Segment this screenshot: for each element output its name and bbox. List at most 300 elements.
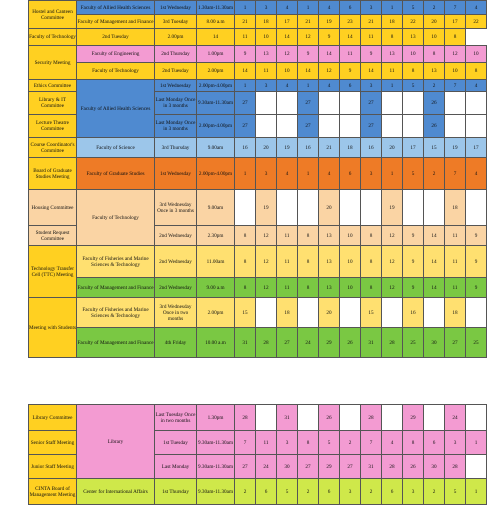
month-date-cell: 5 <box>403 1 424 15</box>
time-cell: 10.00 a.m <box>197 328 235 358</box>
month-date-cell: 18 <box>256 15 277 29</box>
faculty-cell: Faculty of Allied Health Sciences <box>77 1 155 15</box>
month-date-cell: 19 <box>319 15 340 29</box>
month-date-cell: 13 <box>256 46 277 63</box>
day-cell: Last Monday Once in 3 months <box>155 92 197 115</box>
month-date-cell: 3 <box>403 479 424 505</box>
month-date-cell: 21 <box>361 15 382 29</box>
month-date-cell: 11 <box>256 63 277 80</box>
schedule-row <box>29 29 487 46</box>
month-date-cell: 2 <box>424 158 445 190</box>
month-date-cell: 14 <box>197 29 235 46</box>
month-date-cell <box>466 455 487 479</box>
committee-cell: Housing Committee <box>29 190 77 226</box>
faculty-cell: Faculty of Management and Finance <box>77 278 155 298</box>
month-date-cell: 3 <box>361 1 382 15</box>
month-date-cell: 8 <box>403 431 424 455</box>
month-date-cell <box>403 115 424 138</box>
month-date-cell: 29 <box>319 328 340 358</box>
month-date-cell: 6 <box>256 479 277 505</box>
month-date-cell: 28 <box>235 405 256 431</box>
month-date-cell: 4 <box>466 1 487 15</box>
month-date-cell <box>445 115 466 138</box>
month-date-cell: 27 <box>445 328 466 358</box>
month-date-cell: 10 <box>445 63 466 80</box>
month-date-cell: 31 <box>361 455 382 479</box>
month-date-cell: 3 <box>361 80 382 92</box>
committee-cell: Board of Graduate Studies Meeting <box>29 158 77 190</box>
faculty-cell: Center for International Affairs <box>77 479 155 505</box>
month-date-cell: 11 <box>382 63 403 80</box>
faculty-cell: Faculty of Management and Finance <box>77 15 155 29</box>
month-date-cell: 12 <box>256 278 277 298</box>
month-date-cell: 27 <box>235 455 256 479</box>
month-date-cell: 28 <box>445 455 466 479</box>
month-date-cell: 14 <box>235 63 256 80</box>
month-date-cell: 2 <box>424 479 445 505</box>
month-date-cell: 3 <box>256 1 277 15</box>
time-cell: 8.00 a.m <box>197 15 235 29</box>
month-date-cell: 26 <box>319 405 340 431</box>
month-date-cell: 11 <box>277 246 298 278</box>
month-date-cell: 13 <box>424 63 445 80</box>
month-date-cell: 11 <box>340 46 361 63</box>
month-date-cell <box>235 190 256 226</box>
schedule-row <box>29 80 487 92</box>
month-date-cell <box>466 190 487 226</box>
month-date-cell: 27 <box>235 115 256 138</box>
month-date-cell: 26 <box>403 455 424 479</box>
month-date-cell <box>340 190 361 226</box>
time-cell: 9.30am-11.30am <box>197 92 235 115</box>
month-date-cell: 30 <box>424 455 445 479</box>
month-date-cell: 2 <box>361 479 382 505</box>
month-date-cell: 6 <box>319 479 340 505</box>
faculty-cell: Faculty of Fisheries and Marine Sciences & Technology <box>77 246 155 278</box>
month-date-cell: 26 <box>424 92 445 115</box>
month-date-cell: 13 <box>319 226 340 246</box>
schedule-row <box>29 246 487 278</box>
month-date-cell: 9 <box>340 63 361 80</box>
month-date-cell: 9 <box>403 278 424 298</box>
month-date-cell: 8 <box>298 431 319 455</box>
month-date-cell: 14 <box>424 226 445 246</box>
month-date-cell: 3 <box>340 479 361 505</box>
month-date-cell <box>340 92 361 115</box>
faculty-cell: Faculty of Science <box>77 138 155 158</box>
month-date-cell <box>298 190 319 226</box>
month-date-cell <box>424 190 445 226</box>
month-date-cell <box>382 92 403 115</box>
month-date-cell: 10 <box>256 29 277 46</box>
time-cell: 2.00pm <box>155 29 197 46</box>
committee-cell: Meeting with Students <box>29 298 77 358</box>
time-cell: 2.00pm-4.00pm <box>197 158 235 190</box>
month-date-cell: 1 <box>298 80 319 92</box>
month-date-cell: 8 <box>298 226 319 246</box>
month-date-cell: 7 <box>361 431 382 455</box>
day-cell: 3rd Thursday <box>155 138 197 158</box>
month-date-cell: 20 <box>382 138 403 158</box>
month-date-cell: 13 <box>403 29 424 46</box>
month-date-cell: 25 <box>466 328 487 358</box>
month-date-cell: 5 <box>403 158 424 190</box>
month-date-cell: 9 <box>361 46 382 63</box>
time-cell: 2.00pm-4.00pm <box>197 115 235 138</box>
month-date-cell: 5 <box>319 431 340 455</box>
day-cell: Last Tuesday Once in two months <box>155 405 197 431</box>
schedule-row <box>29 15 487 29</box>
month-date-cell: 31 <box>361 328 382 358</box>
schedule-row <box>29 46 487 63</box>
schedule-row <box>29 63 487 80</box>
schedule-row <box>29 1 487 15</box>
month-date-cell: 2 <box>424 1 445 15</box>
month-date-cell: 12 <box>298 29 319 46</box>
faculty-cell: Faculty of Technology <box>77 63 155 80</box>
month-date-cell <box>340 298 361 328</box>
committee-cell: Hostel and Canteen Committee <box>29 1 77 29</box>
faculty-cell: Faculty of Technology <box>77 190 155 246</box>
month-date-cell: 11 <box>445 246 466 278</box>
month-date-cell <box>424 298 445 328</box>
schedule-row <box>29 278 487 298</box>
month-date-cell: 14 <box>424 278 445 298</box>
time-cell: 9.30am-11.30am <box>197 479 235 505</box>
month-date-cell: 13 <box>382 46 403 63</box>
month-date-cell: 11 <box>277 278 298 298</box>
month-date-cell: 10 <box>340 226 361 246</box>
month-date-cell: 20 <box>319 190 340 226</box>
faculty-cell: Faculty of Fisheries and Marine Sciences & Technology <box>77 298 155 328</box>
month-date-cell: 28 <box>361 405 382 431</box>
month-date-cell: 16 <box>235 138 256 158</box>
month-date-cell: 1 <box>235 158 256 190</box>
month-date-cell: 26 <box>424 115 445 138</box>
month-date-cell: 27 <box>298 92 319 115</box>
month-date-cell: 6 <box>424 431 445 455</box>
schedule-row <box>29 190 487 226</box>
month-date-cell: 6 <box>340 158 361 190</box>
month-date-cell <box>256 298 277 328</box>
month-date-cell: 1 <box>235 1 256 15</box>
month-date-cell: 19 <box>256 190 277 226</box>
time-cell: 1.30pm <box>197 405 235 431</box>
month-date-cell: 10 <box>340 246 361 278</box>
month-date-cell: 12 <box>382 246 403 278</box>
committee-cell: Lecture Theatre Committee <box>29 115 77 138</box>
month-date-cell: 2 <box>298 479 319 505</box>
month-date-cell <box>340 405 361 431</box>
month-date-cell: 23 <box>340 15 361 29</box>
month-date-cell: 29 <box>319 455 340 479</box>
library-schedule-table <box>28 404 487 505</box>
time-cell: 2.00pm <box>197 298 235 328</box>
day-cell: 1st Thursday <box>155 479 197 505</box>
month-date-cell <box>466 298 487 328</box>
month-date-cell: 6 <box>340 80 361 92</box>
month-date-cell: 16 <box>298 138 319 158</box>
month-date-cell: 8 <box>466 63 487 80</box>
month-date-cell: 27 <box>277 328 298 358</box>
month-date-cell: 20 <box>424 15 445 29</box>
month-date-cell: 11 <box>277 226 298 246</box>
month-date-cell: 17 <box>277 15 298 29</box>
month-date-cell: 17 <box>403 138 424 158</box>
committee-schedule-table <box>28 0 487 358</box>
month-date-cell: 9 <box>466 226 487 246</box>
month-date-cell: 1 <box>382 80 403 92</box>
month-date-cell: 15 <box>361 298 382 328</box>
month-date-cell <box>466 92 487 115</box>
day-cell: 2nd Wednesday <box>155 246 197 278</box>
month-date-cell: 8 <box>445 29 466 46</box>
time-cell: 9.00 a.m <box>197 278 235 298</box>
month-date-cell: 1 <box>466 479 487 505</box>
month-date-cell: 27 <box>235 92 256 115</box>
month-date-cell: 5 <box>445 479 466 505</box>
time-cell: 11.00am <box>197 246 235 278</box>
month-date-cell: 2 <box>340 431 361 455</box>
month-date-cell: 4 <box>466 80 487 92</box>
schedule-row <box>29 158 487 190</box>
month-date-cell: 3 <box>361 158 382 190</box>
time-cell: 9.30am-11.30am <box>197 455 235 479</box>
month-date-cell: 10 <box>340 278 361 298</box>
day-cell: Last Monday Once in 3 months <box>155 115 197 138</box>
committee-cell: Senior Staff Meeting <box>29 431 77 455</box>
month-date-cell <box>445 92 466 115</box>
month-date-cell: 28 <box>382 328 403 358</box>
day-cell: 3rd Wednesday Once in two months <box>155 298 197 328</box>
month-date-cell: 11 <box>235 29 256 46</box>
month-date-cell <box>361 190 382 226</box>
month-date-cell: 9 <box>466 246 487 278</box>
month-date-cell: 8 <box>235 226 256 246</box>
faculty-cell: Faculty of Management and Finance <box>77 328 155 358</box>
month-date-cell: 25 <box>403 328 424 358</box>
month-date-cell: 4 <box>277 1 298 15</box>
month-date-cell: 11 <box>445 278 466 298</box>
committee-cell: Library & IT Committee <box>29 92 77 115</box>
month-date-cell: 2 <box>235 479 256 505</box>
faculty-cell: Library <box>77 405 155 479</box>
month-date-cell <box>340 115 361 138</box>
committee-cell: Student Request Committee <box>29 226 77 246</box>
month-date-cell: 5 <box>403 80 424 92</box>
month-date-cell: 8 <box>298 278 319 298</box>
time-cell: 2.00pm <box>197 63 235 80</box>
month-date-cell: 13 <box>319 246 340 278</box>
month-date-cell: 20 <box>256 138 277 158</box>
schedule-row <box>29 479 487 505</box>
month-date-cell: 9 <box>466 278 487 298</box>
month-date-cell <box>256 405 277 431</box>
month-date-cell: 15 <box>424 138 445 158</box>
committee-cell: CINTA Board of Management Meeting <box>29 479 77 505</box>
faculty-cell: Faculty of Allied Health Sciences <box>77 80 155 138</box>
month-date-cell: 3 <box>277 431 298 455</box>
month-date-cell: 27 <box>298 115 319 138</box>
month-date-cell: 4 <box>466 158 487 190</box>
month-date-cell: 12 <box>319 63 340 80</box>
month-date-cell <box>382 405 403 431</box>
day-cell: 1st Wednesday <box>155 80 197 92</box>
schedule-row <box>29 298 487 328</box>
month-date-cell <box>256 115 277 138</box>
month-date-cell: 12 <box>382 278 403 298</box>
month-date-cell: 1 <box>298 158 319 190</box>
day-cell: 3rd Tuesday <box>155 15 197 29</box>
month-date-cell: 16 <box>361 138 382 158</box>
day-cell: Last Monday <box>155 455 197 479</box>
month-date-cell: 14 <box>340 29 361 46</box>
committee-cell: Junior Staff Meeting <box>29 455 77 479</box>
day-cell: 2nd Tuesday <box>155 63 197 80</box>
committee-cell: Security Meeting <box>29 46 77 80</box>
month-date-cell: 20 <box>319 298 340 328</box>
month-date-cell <box>298 298 319 328</box>
month-date-cell: 14 <box>319 46 340 63</box>
time-cell: 2.30pm <box>197 226 235 246</box>
month-date-cell: 4 <box>319 158 340 190</box>
committee-cell: Technology Transfer Cell (TTC) Meeting <box>29 246 77 298</box>
month-date-cell <box>382 115 403 138</box>
month-date-cell <box>256 92 277 115</box>
month-date-cell: 4 <box>319 80 340 92</box>
month-date-cell: 10 <box>466 46 487 63</box>
month-date-cell: 7 <box>445 1 466 15</box>
month-date-cell: 9 <box>298 46 319 63</box>
month-date-cell <box>277 115 298 138</box>
month-date-cell: 9 <box>403 226 424 246</box>
month-date-cell: 26 <box>340 328 361 358</box>
month-date-cell <box>319 92 340 115</box>
month-date-cell: 6 <box>340 1 361 15</box>
month-date-cell: 8 <box>298 246 319 278</box>
month-date-cell: 9 <box>319 29 340 46</box>
month-date-cell: 12 <box>445 46 466 63</box>
month-date-cell: 8 <box>361 226 382 246</box>
month-date-cell: 3 <box>256 80 277 92</box>
month-date-cell <box>466 405 487 431</box>
month-date-cell <box>382 298 403 328</box>
day-cell: 3rd Wednesday Once in 3 months <box>155 190 197 226</box>
month-date-cell: 13 <box>319 278 340 298</box>
month-date-cell: 1 <box>382 1 403 15</box>
month-date-cell: 29 <box>403 405 424 431</box>
month-date-cell: 8 <box>235 246 256 278</box>
month-date-cell: 10 <box>403 46 424 63</box>
month-date-cell: 12 <box>382 226 403 246</box>
month-date-cell: 11 <box>445 226 466 246</box>
time-cell: 1.30am-11.30am <box>197 1 235 15</box>
time-cell: 9.00am <box>197 190 235 226</box>
month-date-cell <box>424 405 445 431</box>
month-date-cell: 4 <box>277 158 298 190</box>
month-date-cell: 19 <box>382 190 403 226</box>
month-date-cell: 8 <box>382 29 403 46</box>
month-date-cell: 18 <box>340 138 361 158</box>
month-date-cell: 8 <box>403 63 424 80</box>
month-date-cell: 21 <box>235 15 256 29</box>
month-date-cell: 9 <box>235 46 256 63</box>
month-date-cell: 24 <box>445 405 466 431</box>
month-date-cell: 5 <box>277 479 298 505</box>
month-date-cell <box>319 115 340 138</box>
month-date-cell: 4 <box>277 80 298 92</box>
month-date-cell: 7 <box>235 431 256 455</box>
month-date-cell: 16 <box>403 298 424 328</box>
month-date-cell: 1 <box>235 80 256 92</box>
month-date-cell: 19 <box>445 138 466 158</box>
month-date-cell: 18 <box>445 190 466 226</box>
month-date-cell: 21 <box>298 15 319 29</box>
month-date-cell: 28 <box>382 455 403 479</box>
month-date-cell: 6 <box>382 479 403 505</box>
month-date-cell: 8 <box>361 278 382 298</box>
faculty-cell: Faculty of Engineering <box>77 46 155 63</box>
day-cell: 1st Tuesday <box>155 431 197 455</box>
month-date-cell: 19 <box>277 138 298 158</box>
month-date-cell: 28 <box>256 328 277 358</box>
day-cell: 2nd Wednesday <box>155 278 197 298</box>
month-date-cell: 15 <box>235 298 256 328</box>
day-cell: 1st Wednesday <box>155 158 197 190</box>
month-date-cell <box>277 92 298 115</box>
day-cell: 2nd Thursday <box>155 46 197 63</box>
month-date-cell: 14 <box>298 63 319 80</box>
day-cell: 2nd Wednesday <box>155 226 197 246</box>
month-date-cell: 7 <box>445 80 466 92</box>
schedule-row <box>29 405 487 431</box>
month-date-cell: 14 <box>424 246 445 278</box>
month-date-cell: 17 <box>445 15 466 29</box>
month-date-cell: 1 <box>298 1 319 15</box>
committee-cell: Ethics Committee <box>29 80 77 92</box>
month-date-cell: 17 <box>466 138 487 158</box>
month-date-cell: 27 <box>361 92 382 115</box>
month-date-cell: 22 <box>466 15 487 29</box>
time-cell: 2.00pm-4.00pm <box>197 80 235 92</box>
committee-cell: Course Coordinator's Committee <box>29 138 77 158</box>
month-date-cell: 18 <box>382 15 403 29</box>
month-date-cell: 22 <box>403 15 424 29</box>
time-cell: 9.30am-11.30am <box>197 431 235 455</box>
month-date-cell <box>403 92 424 115</box>
schedule-row <box>29 328 487 358</box>
month-date-cell: 18 <box>445 298 466 328</box>
committee-cell: Library Committee <box>29 405 77 431</box>
month-date-cell: 10 <box>277 63 298 80</box>
time-cell: 1.00pm <box>197 46 235 63</box>
month-date-cell <box>466 115 487 138</box>
month-date-cell: 7 <box>445 158 466 190</box>
day-cell: 4th Friday <box>155 328 197 358</box>
month-date-cell: 30 <box>424 328 445 358</box>
month-date-cell: 12 <box>277 46 298 63</box>
month-date-cell: 2 <box>424 80 445 92</box>
month-date-cell: 11 <box>361 29 382 46</box>
month-date-cell: 14 <box>361 63 382 80</box>
month-date-cell: 27 <box>340 455 361 479</box>
month-date-cell: 24 <box>298 328 319 358</box>
faculty-cell: Faculty of Graduate Studies <box>77 158 155 190</box>
month-date-cell <box>403 190 424 226</box>
month-date-cell: 4 <box>382 431 403 455</box>
month-date-cell <box>277 190 298 226</box>
month-date-cell: 31 <box>277 405 298 431</box>
